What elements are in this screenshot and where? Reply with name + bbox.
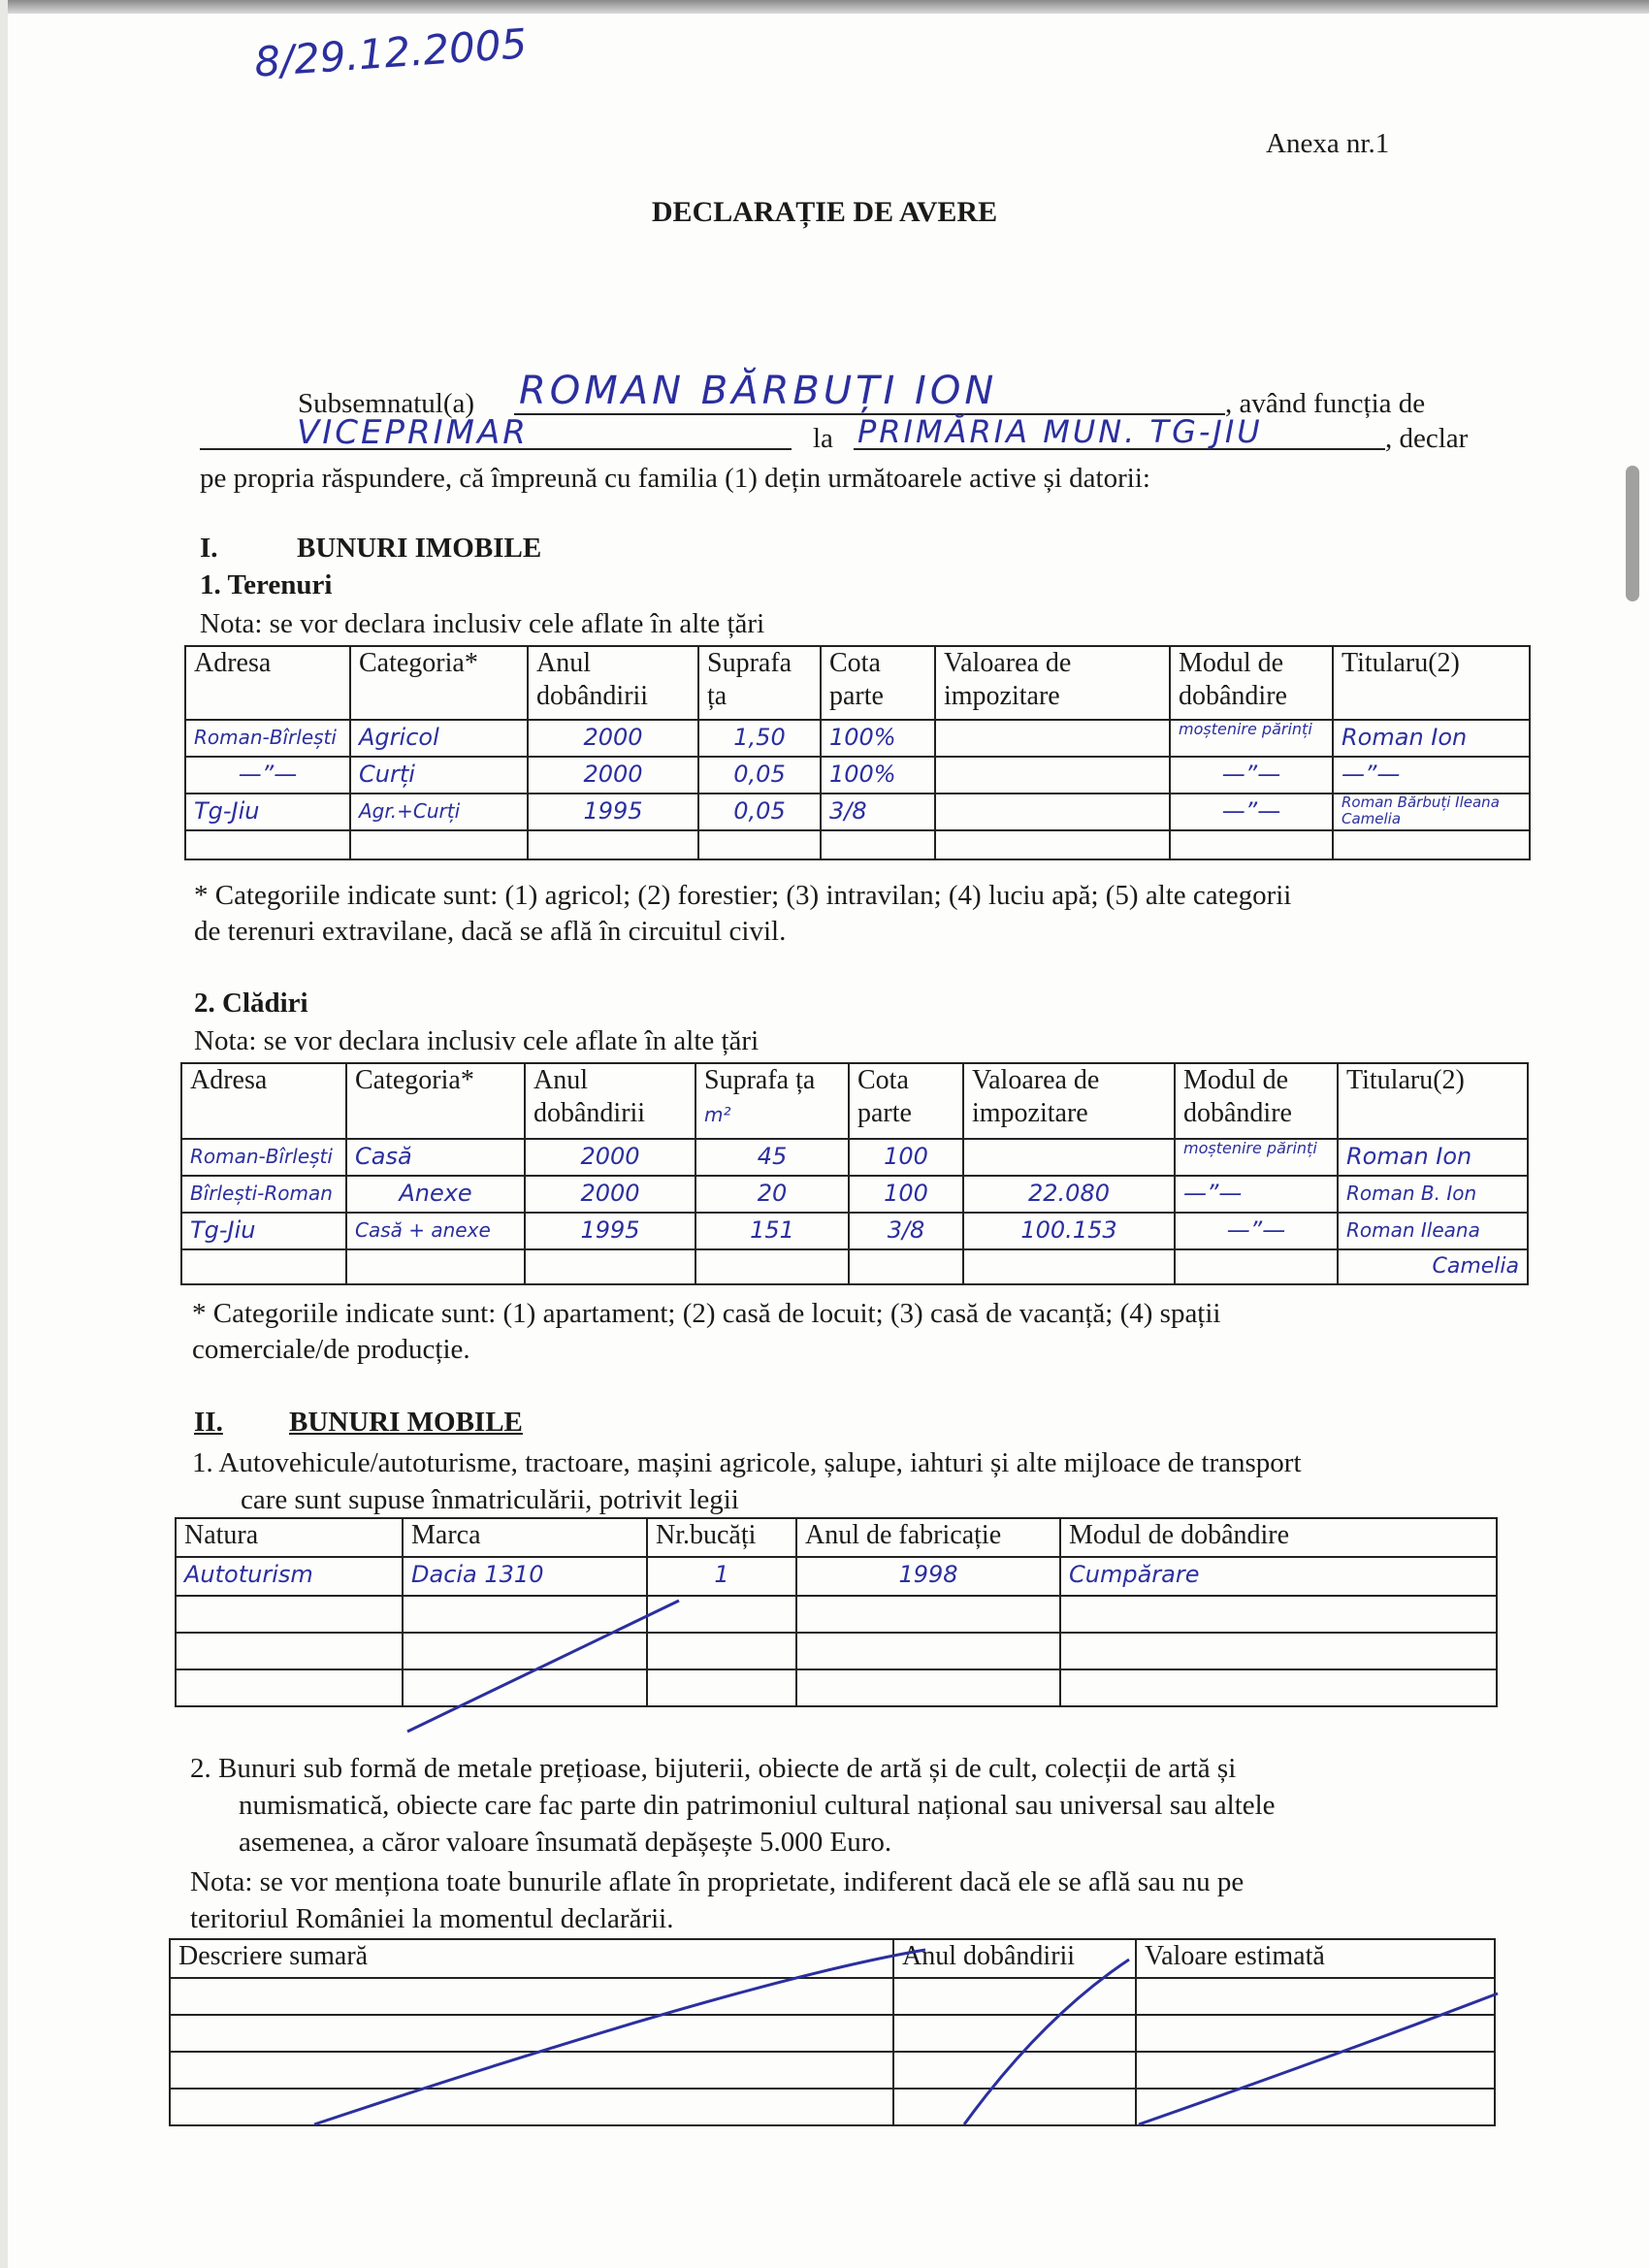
terenuri-heading: 1. Terenuri: [200, 569, 333, 600]
table-row: [176, 1633, 1497, 1669]
col-modul: Modul de dobândire: [1170, 646, 1333, 720]
cell: 0,05: [698, 757, 821, 794]
auto-header-row: [176, 1518, 1497, 1557]
col-nr-bucati: Nr.bucăți: [647, 1518, 796, 1557]
terenuri-table: [184, 645, 1531, 860]
section2-title: BUNURI MOBILE: [289, 1407, 523, 1438]
col-modul: Modul de dobândire: [1060, 1518, 1497, 1557]
scan-top-edge: [0, 0, 1649, 14]
bunuri-item-2b: [239, 1788, 1480, 1823]
page-title: DECLARAȚIE DE AVERE: [651, 196, 998, 228]
strike-line-valoare: [1139, 1993, 1498, 2124]
col-descriere: Descriere sumară: [170, 1939, 893, 1978]
cell: Agr.+Curți: [350, 794, 528, 830]
table-row: [185, 830, 1530, 859]
registration-number: 8/29.12.2005: [252, 19, 529, 86]
cell: 0,05: [698, 794, 821, 830]
footnote-text: * Categoriile indicate sunt: (1) apartament; (2) casă de locuit; (3) casă de vacanță; (4) spații: [192, 1298, 1221, 1329]
cell: Roman Ion: [1333, 720, 1530, 757]
cell: [1333, 830, 1530, 859]
cell: 1995: [528, 794, 698, 830]
col-adresa: Adresa: [181, 1063, 346, 1139]
cell: 100: [849, 1176, 963, 1213]
cell: 1: [647, 1557, 796, 1596]
cell: [346, 1249, 525, 1284]
auto-item-1b: care sunt supuse înmatriculării, potrivit legii: [241, 1484, 739, 1515]
strike-line-anul: [964, 1960, 1129, 2124]
autovehicule-table: [175, 1517, 1498, 1707]
section2-number: II.: [194, 1407, 223, 1438]
cell: Tg-Jiu: [181, 1213, 346, 1249]
cell: [796, 1669, 1060, 1706]
col-natura: Natura: [176, 1518, 403, 1557]
declarant-name: ROMAN BĂRBUȚI ION: [519, 369, 998, 413]
strike-line: [407, 1601, 679, 1732]
cell: [849, 1249, 963, 1284]
cell: 100%: [821, 720, 935, 757]
cell: 1998: [796, 1557, 1060, 1596]
cell: 1,50: [698, 720, 821, 757]
cell: [1175, 1249, 1338, 1284]
col-suprafata: [695, 1063, 849, 1139]
declarant-function: VICEPRIMAR: [297, 413, 529, 452]
cell: 100: [849, 1139, 963, 1176]
cell: [695, 1249, 849, 1284]
cell: [796, 1633, 1060, 1669]
col-cota: Cota parte: [849, 1063, 963, 1139]
terenuri-footnote-2: de terenuri extravilane, dacă se află în circuitul civil.: [194, 916, 787, 947]
cell: [525, 1249, 695, 1284]
cell: 3/8: [849, 1213, 963, 1249]
cell: —”—: [1175, 1213, 1338, 1249]
cell: Dacia 1310: [403, 1557, 647, 1596]
cell: 151: [695, 1213, 849, 1249]
table-row: [181, 1249, 1528, 1284]
cell: —”—: [1170, 757, 1333, 794]
col-modul: Modul de dobândire: [1175, 1063, 1338, 1139]
cladiri-footnote-2: comerciale/de producție.: [192, 1334, 470, 1365]
cell: Casă + anexe: [346, 1213, 525, 1249]
intro-declar: , declar: [1385, 423, 1469, 454]
scan-binding-mark: [1626, 466, 1639, 601]
cell: moștenire părinți: [1170, 720, 1333, 757]
cladiri-header-row: [181, 1063, 1528, 1139]
terenuri-header-row: [185, 646, 1530, 720]
table-row: [181, 1139, 1528, 1176]
bunuri-nota-1: [190, 1864, 1480, 1899]
cell: [181, 1249, 346, 1284]
terenuri-nota: Nota: se vor declara inclusiv cele aflate în alte țări: [200, 608, 765, 639]
col-an-fabricatie: Anul de fabricație: [796, 1518, 1060, 1557]
col-marca: Marca: [403, 1518, 647, 1557]
annex-label: Anexa nr.1: [1266, 128, 1390, 159]
cell: [935, 794, 1170, 830]
cell: 100%: [821, 757, 935, 794]
col-categoria: Categoria*: [346, 1063, 525, 1139]
cell: Roman B. Ion: [1338, 1176, 1528, 1213]
cell: Tg-Jiu: [185, 794, 350, 830]
cell: —”—: [1175, 1176, 1338, 1213]
table-row: [185, 757, 1530, 794]
bunuri-item-2c: asemenea, a căror valoare însumată depășește 5.000 Euro.: [239, 1827, 892, 1858]
scan-left-edge: [0, 0, 8, 2268]
col-anul: Anul dobândirii: [525, 1063, 695, 1139]
cell: [796, 1596, 1060, 1633]
cladiri-footnote-1: [192, 1296, 1488, 1331]
cell: [1060, 1633, 1497, 1669]
col-anul: Anul dobândirii: [528, 646, 698, 720]
cell: [935, 830, 1170, 859]
cell: [821, 830, 935, 859]
bunuri-item-2a: [190, 1751, 1480, 1786]
table-row: [176, 1557, 1497, 1596]
suprafata-unit: m²: [704, 1103, 731, 1126]
cell: [935, 757, 1170, 794]
intro-subsemnatul: Subsemnatul(a): [298, 388, 475, 419]
cell: moștenire părinți: [1175, 1139, 1338, 1176]
cell: 2000: [525, 1176, 695, 1213]
cell: [185, 830, 350, 859]
cell: Bîrlești-Roman: [181, 1176, 346, 1213]
cell: Roman Ion: [1338, 1139, 1528, 1176]
cell: [176, 1669, 403, 1706]
cell: Autoturism: [176, 1557, 403, 1596]
col-valoarea: Valoarea de impozitare: [935, 646, 1170, 720]
cell: [698, 830, 821, 859]
table-row: [176, 1596, 1497, 1633]
cell: —”—: [185, 757, 350, 794]
terenuri-footnote-1: [194, 878, 1490, 913]
cell: Curți: [350, 757, 528, 794]
col-anul: Anul dobândirii: [893, 1939, 1136, 1978]
cell: Roman Bărbuți Ileana Camelia: [1333, 794, 1530, 830]
intro-avand: , având funcția de: [1225, 388, 1426, 419]
cell: Cumpărare: [1060, 1557, 1497, 1596]
cell: 22.080: [963, 1176, 1175, 1213]
declarant-institution: PRIMĂRIA MUN. TG-JIU: [857, 413, 1263, 450]
table-row: [185, 720, 1530, 757]
col-cota: Cota parte: [821, 646, 935, 720]
cell: [963, 1249, 1175, 1284]
item-text: numismatică, obiecte care fac parte din patrimoniul cultural național sau universal sau altele: [239, 1790, 1276, 1821]
cladiri-heading: 2. Clădiri: [194, 988, 308, 1019]
section1-title: BUNURI IMOBILE: [297, 533, 542, 564]
table-row: [185, 794, 1530, 830]
cell: 1995: [525, 1213, 695, 1249]
nota-text: Nota: se vor menționa toate bunurile aflate în proprietate, indiferent dacă ele se află sau nu pe: [190, 1866, 1245, 1897]
cell: Agricol: [350, 720, 528, 757]
auto-item-1: 1. Autovehicule/autoturisme, tractoare, mașini agricole, șalupe, iahturi și alte mijloace de transport: [192, 1447, 1302, 1478]
footnote-text: * Categoriile indicate sunt: (1) agricol; (2) forestier; (3) intravilan; (4) luciu apă; (5) alte categorii: [194, 880, 1292, 911]
col-suprafata: Suprafa ța: [698, 646, 821, 720]
bunuri-strike-marks: [169, 1940, 1507, 2134]
table-row: [181, 1176, 1528, 1213]
cladiri-nota: Nota: se vor declara inclusiv cele aflate în alte țări: [194, 1025, 760, 1056]
section1-number: I.: [200, 533, 218, 564]
col-valoarea: Valoarea de impozitare: [963, 1063, 1175, 1139]
cell: Anexe: [346, 1176, 525, 1213]
cell: [963, 1139, 1175, 1176]
table-row: [176, 1669, 1497, 1706]
cell: [1170, 830, 1333, 859]
cell: Roman-Bîrlești: [181, 1139, 346, 1176]
cell: [350, 830, 528, 859]
cell: 2000: [528, 720, 698, 757]
cell: [1060, 1596, 1497, 1633]
cell: 45: [695, 1139, 849, 1176]
table-row: [181, 1213, 1528, 1249]
cell: Roman-Bîrlești: [185, 720, 350, 757]
cell: 2000: [525, 1139, 695, 1176]
cell: 2000: [528, 757, 698, 794]
cell: [528, 830, 698, 859]
cell: —”—: [1333, 757, 1530, 794]
col-titular: Titularu(2): [1333, 646, 1530, 720]
intro-line3: pe propria răspundere, că împreună cu familia (1) dețin următoarele active și datorii:: [200, 463, 1150, 494]
auto-strike-mark: [388, 1596, 698, 1741]
col-valoare: Valoare estimată: [1136, 1939, 1495, 1978]
cell: [176, 1596, 403, 1633]
bunuri-nota-2: teritoriul României la momentul declarării.: [190, 1903, 674, 1934]
cladiri-table: [180, 1062, 1529, 1285]
cell: 100.153: [963, 1213, 1175, 1249]
item-text: 2. Bunuri sub formă de metale prețioase, bijuterii, obiecte de artă și de cult, colecții de artă și: [190, 1753, 1237, 1784]
cell: Roman Ileana: [1338, 1213, 1528, 1249]
intro-la: la: [813, 423, 833, 454]
col-titular: Titularu(2): [1338, 1063, 1528, 1139]
col-categoria: Categoria*: [350, 646, 528, 720]
cell: [176, 1633, 403, 1669]
cell: [935, 720, 1170, 757]
strike-line-descriere: [314, 1950, 925, 2124]
cell: 20: [695, 1176, 849, 1213]
col-adresa: Adresa: [185, 646, 350, 720]
suprafata-label: Suprafa ța: [704, 1065, 816, 1095]
cell: Camelia: [1338, 1249, 1528, 1284]
cell: —”—: [1170, 794, 1333, 830]
cell: [1060, 1669, 1497, 1706]
cell: Casă: [346, 1139, 525, 1176]
cell: 3/8: [821, 794, 935, 830]
